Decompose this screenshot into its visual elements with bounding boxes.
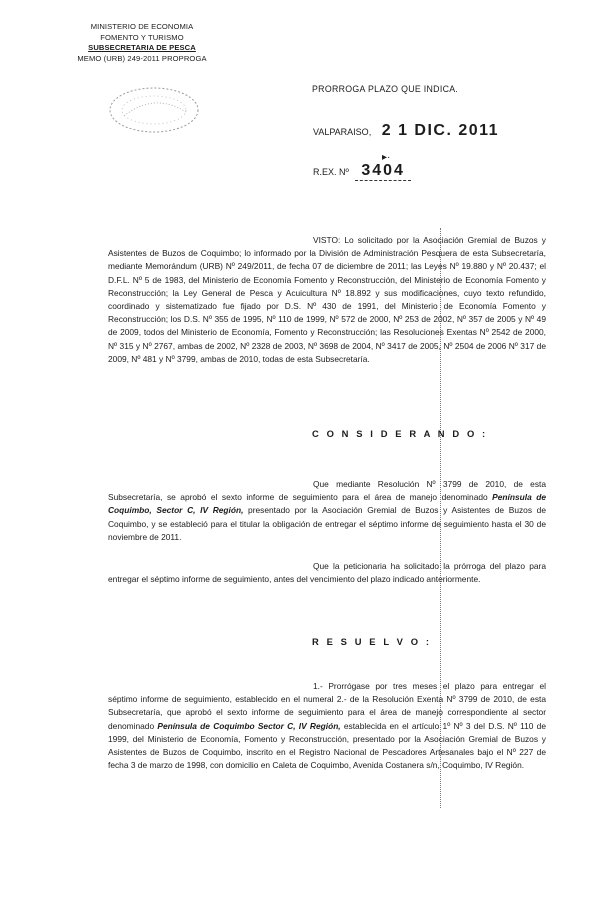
resuelvo-1-text-a: 1.- Prorrógase por tres meses el plazo para entregar el séptimo informe de seguimiento, establecido en el numeral 2.- de la Resolución Exenta Nº 3799 de 2010, de esta Subsecretaría, que aprobó el sexto informe de seguimiento para el área de manejo correspondiente al sector denominado	[108, 681, 546, 731]
letterhead-ministry: MINISTERIO DE ECONOMIA	[90, 22, 194, 31]
letterhead-subsecretaria: SUBSECRETARIA DE PESCA	[88, 43, 196, 53]
visto-paragraph	[108, 234, 546, 366]
considerando-paragraph-1	[108, 478, 546, 544]
date-city: VALPARAISO,	[313, 127, 372, 137]
resolution-number-line	[313, 162, 411, 181]
considerando-2-text: Que la peticionaria ha solicitado la prórroga del plazo para entregar el séptimo informe de seguimiento, antes del vencimiento del plazo indicado anteriormente.	[108, 561, 546, 585]
letterhead-memo: MEMO (URB) 249-2011 PROPROGA	[77, 53, 207, 63]
official-stamp-seal	[104, 82, 204, 138]
resuelvo-1-area-name: Península de Coquimbo Sector C, IV Región,	[157, 720, 341, 731]
resuelvo-heading: R E S U E L V O :	[312, 636, 432, 647]
considerando-1-text-a: Que mediante Resolución Nº 3799 de 2010, de esta Subsecretaría, se aprobó el sexto informe de seguimiento para el área de manejo denominado	[108, 479, 546, 503]
handwritten-mark: ▸·	[382, 152, 391, 163]
considerando-1-area-name: Península de Coquimbo, Sector C, IV Región,	[108, 492, 546, 516]
date-line	[313, 122, 499, 140]
rex-label: R.EX. Nº	[313, 167, 349, 177]
document-reference-title: PRORROGA PLAZO QUE INDICA.	[312, 84, 459, 94]
considerando-heading: C O N S I D E R A N D O :	[312, 428, 488, 439]
resuelvo-1-text-c: establecida en el artículo 1º Nº 3 del D.S. Nº 110 de 1999, del Ministerio de Economía, Fomento y Reconstrucción, presentado por la Asociación Gremial de Buzos y Asistentes de Buzos de Coquimbo, inscrito en el Registro Nacional de Pescadores Artesanales bajo el Nº 227 de fecha 3 de marzo de 1998, con domicilio en Caleta de Coquimbo, Avenida Costanera s/n, Coquimbo, IV Región.	[108, 720, 546, 771]
date-value-stamp: 2 1 DIC. 2011	[381, 122, 500, 139]
considerando-1-text-c: presentado por la Asociación Gremial de Buzos y Asistentes de Buzos de Coquimbo, y se estableció para el titular la obligación de entregar el séptimo informe de seguimiento hasta el 30 de noviembre de 2011.	[108, 505, 546, 542]
visto-text: VISTO: Lo solicitado por la Asociación Gremial de Buzos y Asistentes de Buzos de Coquimbo; lo informado por la División de Administración Pesquera de esta Subsecretaría, mediante Memorándum (URB) Nº 249/2011, de fecha 07 de diciembre de 2011; las Leyes Nº 19.880 y Nº 20.437; el D.F.L. Nº 5 de 1983, del Ministerio de Economía Fomento y Reconstrucción, del Ministerio de Economía Fomento y Reconstrucción; la Ley General de Pesca y Acuicultura Nº 18.892 y sus modificaciones, cuyo texto refundido, coordinado y sistematizado fue fijado por D.S. Nº 430 de 1991, del Ministerio de Economía Fomento y Reconstrucción; los D.S. Nº 355 de 1995, Nº 110 de 1999, Nº 572 de 2000, Nº 253 de 2002, Nº 357 de 2005 y Nº 49 de 2009, todos del Ministerio de Economía, Fomento y Reconstrucción; las Resoluciones Exentas Nº 2542 de 2000, Nº 315 y Nº 2767, ambas de 2002, Nº 2328 de 2003, Nº 3698 de 2004, Nº 3417 de 2005, Nº 2504 de 2006 Nº 317 de 2009, Nº 481 y Nº 3799, ambas de 2010, todas de esta Subsecretaría.	[108, 235, 546, 364]
letterhead	[52, 22, 232, 64]
letterhead-ministry-sub: FOMENTO Y TURISMO	[100, 32, 184, 42]
considerando-paragraph-2	[108, 560, 546, 586]
rex-number: 3404	[355, 162, 411, 181]
resuelvo-paragraph-1	[108, 680, 546, 772]
